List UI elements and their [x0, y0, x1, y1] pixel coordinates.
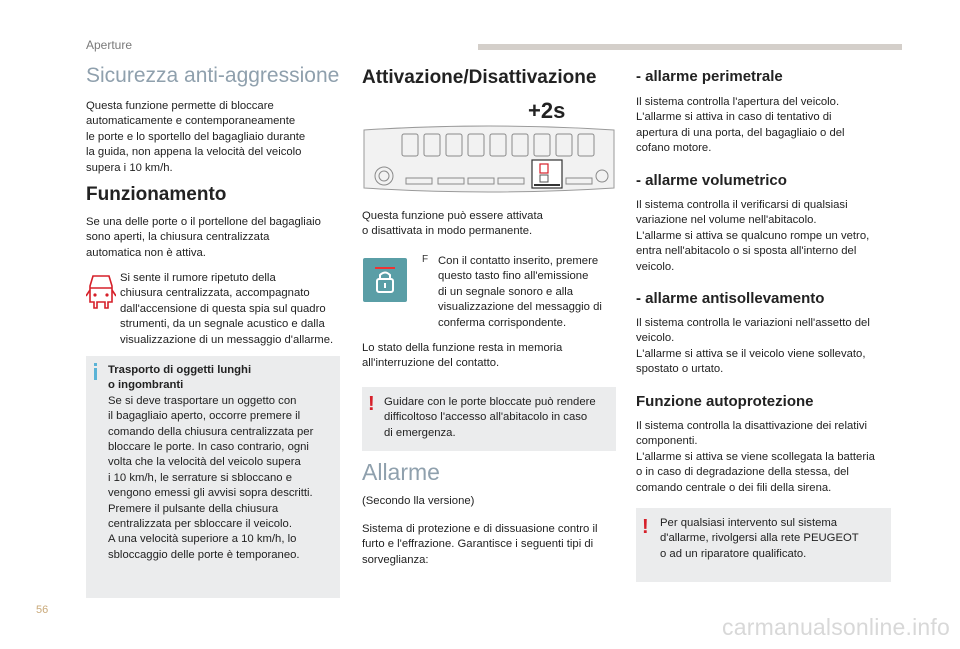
activation-step: Con il contatto inserito, premere questo tasto fino all'emissione di un segnale sonoro e alla visualizzazione del messaggio di conferma corrispondente. [438, 255, 602, 329]
info-box-long-objects: Trasporto di oggetti lunghi o ingombranti Se si deve trasportare un oggetto con il bagagliaio aperto, occorre premere il comando della chiusura centralizzata per bloccare le porte. In caso contrario, ogni volta che la velocità del veicolo supera i 10 km/h, le serrature si sbloccano e vengono emessi gli avvisi sopra descritti. Premere il pulsante della chiusura centralizzata per sbloccare il veicolo. A una velocità superiore a 10 km/h, lo sbloccaggio delle porte è temporaneo. [86, 356, 340, 598]
autoprotezione-paragraph: Il sistema controlla la disattivazione dei relativi componenti. L'allarme si attiva se viene scollegata la batteria o in caso di degradazione della stessa, del comando centrale o dei fili della sirena. [636, 420, 875, 494]
press-duration-label: +2s [528, 98, 566, 123]
door-open-warning-icon [86, 272, 116, 314]
warning-box-locked-doors: ! Guidare con le porte bloccate può rendere difficoltoso l'accesso all'abitacolo in caso di emergenza. [362, 387, 616, 451]
warning-exclamation-icon: ! [368, 393, 375, 415]
intro-paragraph: Questa funzione permette di bloccare automaticamente e contemporaneamente le porte e lo sportello del bagagliaio durante la guida, non appena la velocità del veicolo supera i 10 km/h. [86, 100, 306, 174]
antisollevamento-paragraph: Il sistema controlla le variazioni nell'assetto del veicolo. L'allarme si attiva se il veicolo viene sollevato, spostato o urtato. [636, 317, 870, 376]
perimetrale-heading: - allarme perimetrale [636, 68, 783, 85]
volumetrico-paragraph: Il sistema controlla il verificarsi di qualsiasi variazione nel volume nell'abitacolo. L'allarme si attiva se qualcuno rompe un vetro, entra nell'abitacolo o si sposta all'interno del veicolo. [636, 199, 870, 273]
warning-exclamation-icon: ! [642, 516, 649, 538]
funzionamento-heading: Funzionamento [86, 184, 227, 205]
funzionamento-paragraph: Se una delle porte o il portellone del bagagliaio sono aperti, la chiusura centralizzata automatica non è attiva. [86, 216, 321, 259]
section-label: Aperture [86, 38, 133, 52]
volumetrico-heading: - allarme volumetrico [636, 172, 787, 189]
watermark: carmanualsonline.info [722, 614, 950, 640]
allarme-paragraph: Sistema di protezione e di dissuasione contro il furto e l'effrazione. Garantisce i seguenti tipi di sorveglianza: [362, 523, 598, 566]
bullet-symbol: F [422, 254, 429, 265]
memory-paragraph: Lo stato della funzione resta in memoria all'interruzione del contatto. [362, 342, 563, 370]
info-icon [94, 368, 100, 380]
antisollevamento-heading: - allarme antisollevamento [636, 290, 825, 307]
perimetrale-paragraph: Il sistema controlla l'apertura del veicolo. L'allarme si attiva in caso di tentativo di apertura di una porta, del bagagliaio o del cofano motore. [636, 96, 845, 155]
dashboard-illustration [362, 124, 616, 194]
activation-intro: Questa funzione può essere attivata o disattivata in modo permanente. [362, 210, 543, 238]
autoprotezione-heading: Funzione autoprotezione [636, 393, 814, 410]
warning-box-peugeot: ! Per qualsiasi intervento sul sistema d'allarme, rivolgersi alla rete PEUGEOT o ad un riparatore qualificato. [636, 508, 891, 582]
allarme-title: Allarme [362, 459, 440, 485]
door-warning-paragraph: Si sente il rumore ripetuto della chiusura centralizzata, accompagnato dall'accensione di questa spia sul quadro strumenti, da un segnale acustico e dalla visualizzazione di un messaggio d'allarme. [120, 272, 334, 346]
activation-heading: Attivazione/Disattivazione [362, 67, 597, 88]
allarme-version: (Secondo lla versione) [362, 495, 475, 507]
header-rule [478, 44, 902, 50]
lock-button-icon [363, 258, 407, 302]
page-number: 56 [36, 604, 49, 616]
page-title: Sicurezza anti-aggressione [86, 64, 340, 87]
